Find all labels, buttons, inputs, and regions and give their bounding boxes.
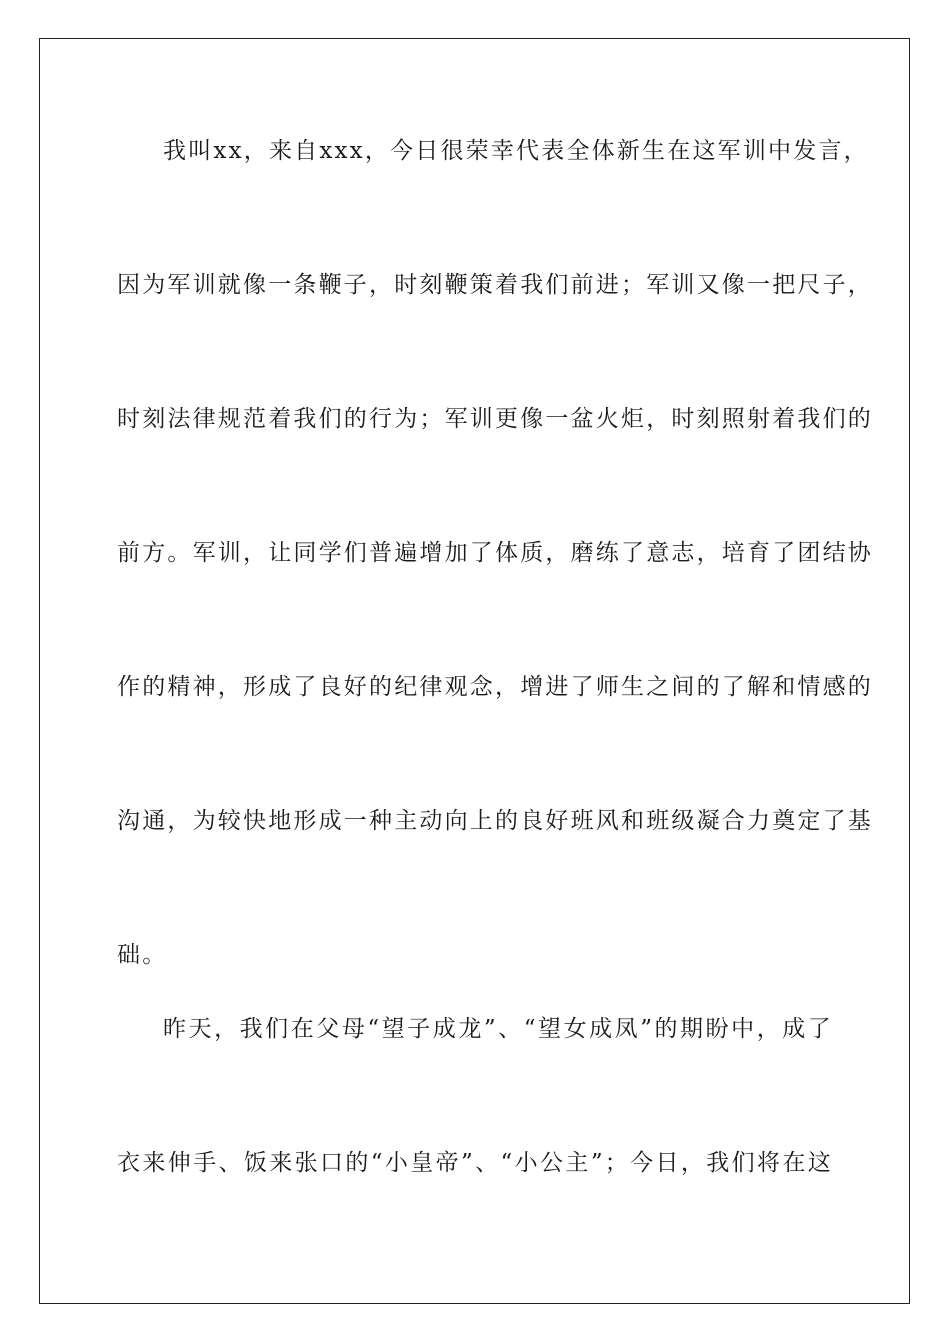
- paragraph-line: 作的精神，形成了良好的纪律观念，增进了师生之间的了解和情感的: [117, 674, 873, 700]
- paragraph-1: [117, 84, 873, 1022]
- paragraph-line: 时刻法律规范着我们的行为；军训更像一盆火炬，时刻照射着我们的: [117, 406, 873, 432]
- paragraph-line: 我叫xx，来自xxx，今日很荣幸代表全体新生在这军训中发言，: [163, 138, 869, 164]
- paragraph-line: 沟通，为较快地形成一种主动向上的良好班风和班级凝合力奠定了基: [117, 808, 873, 834]
- paragraph-line: 因为军训就像一条鞭子，时刻鞭策着我们前进；军训又像一把尺子，: [117, 272, 873, 298]
- paragraph-line: 衣来伸手、饭来张口的“小皇帝”、“小公主”；今日，我们将在这: [117, 1150, 833, 1176]
- paragraph-2: [117, 962, 833, 1230]
- paragraph-line: 础。: [117, 942, 168, 968]
- paragraph-line: 昨天，我们在父母“望子成龙”、“望女成凤”的期盼中，成了: [163, 1016, 833, 1042]
- paragraph-line: 前方。军训，让同学们普遍增加了体质，磨练了意志，培育了团结协: [117, 540, 873, 566]
